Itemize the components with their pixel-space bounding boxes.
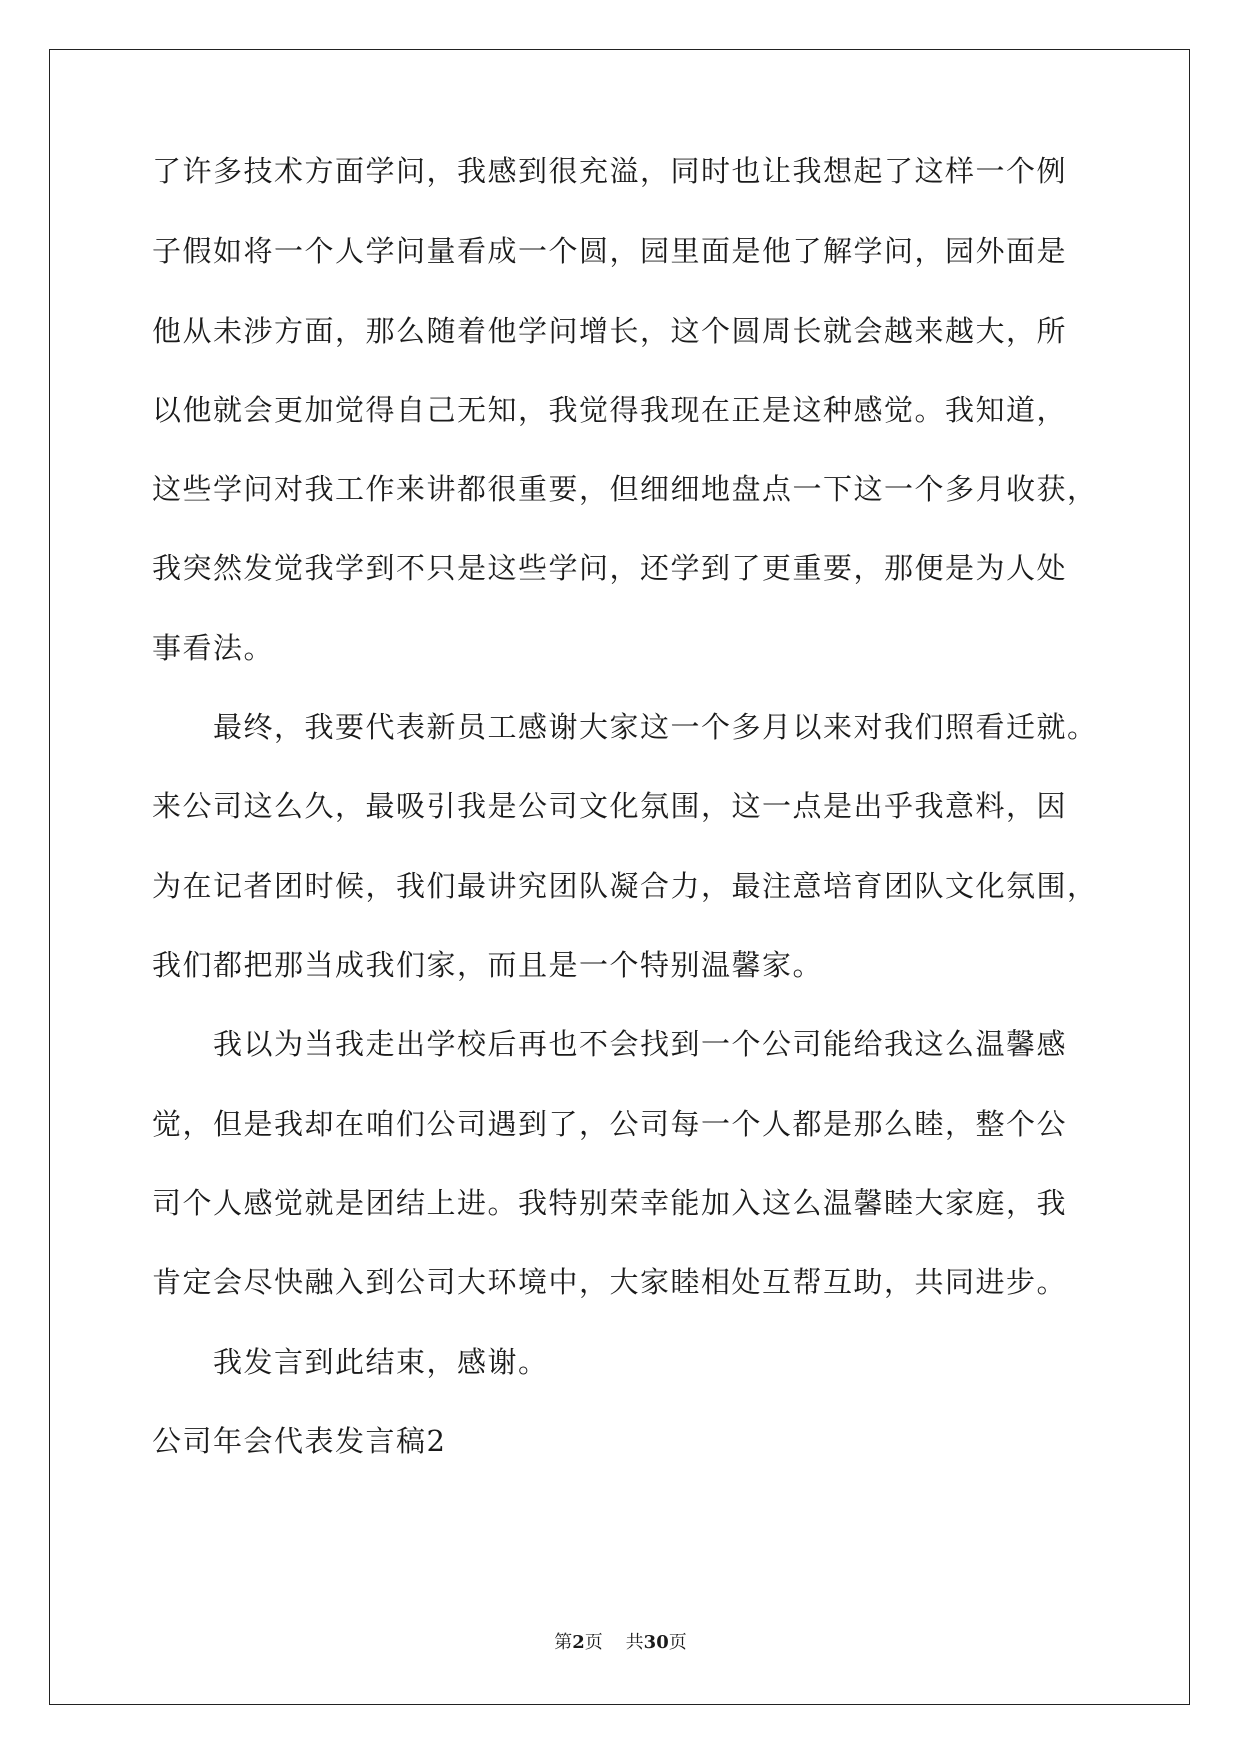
total-suffix: 页 bbox=[668, 1632, 687, 1653]
paragraph-line: 子假如将一个人学问量看成一个圆，园里面是他了解学问，园外面是 bbox=[152, 234, 1068, 268]
paragraph-line: 司个人感觉就是团结上进。我特别荣幸能加入这么温馨睦大家庭，我 bbox=[152, 1186, 1068, 1220]
paragraph-line: 来公司这么久，最吸引我是公司文化氛围，这一点是出乎我意料，因 bbox=[152, 789, 1068, 823]
paragraph-line: 以他就会更加觉得自己无知，我觉得我现在正是这种感觉。我知道， bbox=[152, 393, 1068, 427]
page-number: 2 bbox=[572, 1632, 585, 1653]
paragraph-line: 我们都把那当成我们家，而且是一个特别温馨家。 bbox=[152, 948, 824, 982]
total-pages: 30 bbox=[643, 1632, 669, 1653]
section-heading: 公司年会代表发言稿2 bbox=[152, 1424, 447, 1458]
paragraph-line: 这些学问对我工作来讲都很重要，但细细地盘点一下这一个多月收获， bbox=[152, 472, 1098, 506]
paragraph-line: 他从未涉方面，那么随着他学问增长，这个圆周长就会越来越大，所 bbox=[152, 314, 1068, 348]
paragraph-line: 最终，我要代表新员工感谢大家这一个多月以来对我们照看迁就。 bbox=[213, 710, 1098, 744]
page-suffix: 页 bbox=[584, 1632, 603, 1653]
paragraph-line: 事看法。 bbox=[152, 631, 275, 665]
paragraph-line: 觉，但是我却在咱们公司遇到了，公司每一个人都是那么睦，整个公 bbox=[152, 1107, 1068, 1141]
page-footer bbox=[0, 1632, 1241, 1654]
paragraph-line: 我突然发觉我学到不只是这些学问，还学到了更重要，那便是为人处 bbox=[152, 551, 1068, 585]
total-prefix: 共 bbox=[625, 1632, 644, 1653]
page-prefix: 第 bbox=[554, 1632, 573, 1653]
paragraph-line: 为在记者团时候，我们最讲究团队凝合力，最注意培育团队文化氛围， bbox=[152, 869, 1098, 903]
paragraph-line: 肯定会尽快融入到公司大环境中，大家睦相处互帮互助，共同进步。 bbox=[152, 1265, 1068, 1299]
paragraph-line: 了许多技术方面学问，我感到很充溢，同时也让我想起了这样一个例 bbox=[152, 154, 1068, 188]
paragraph-line: 我以为当我走出学校后再也不会找到一个公司能给我这么温馨感 bbox=[213, 1027, 1068, 1061]
paragraph-line: 我发言到此结束，感谢。 bbox=[213, 1345, 549, 1379]
